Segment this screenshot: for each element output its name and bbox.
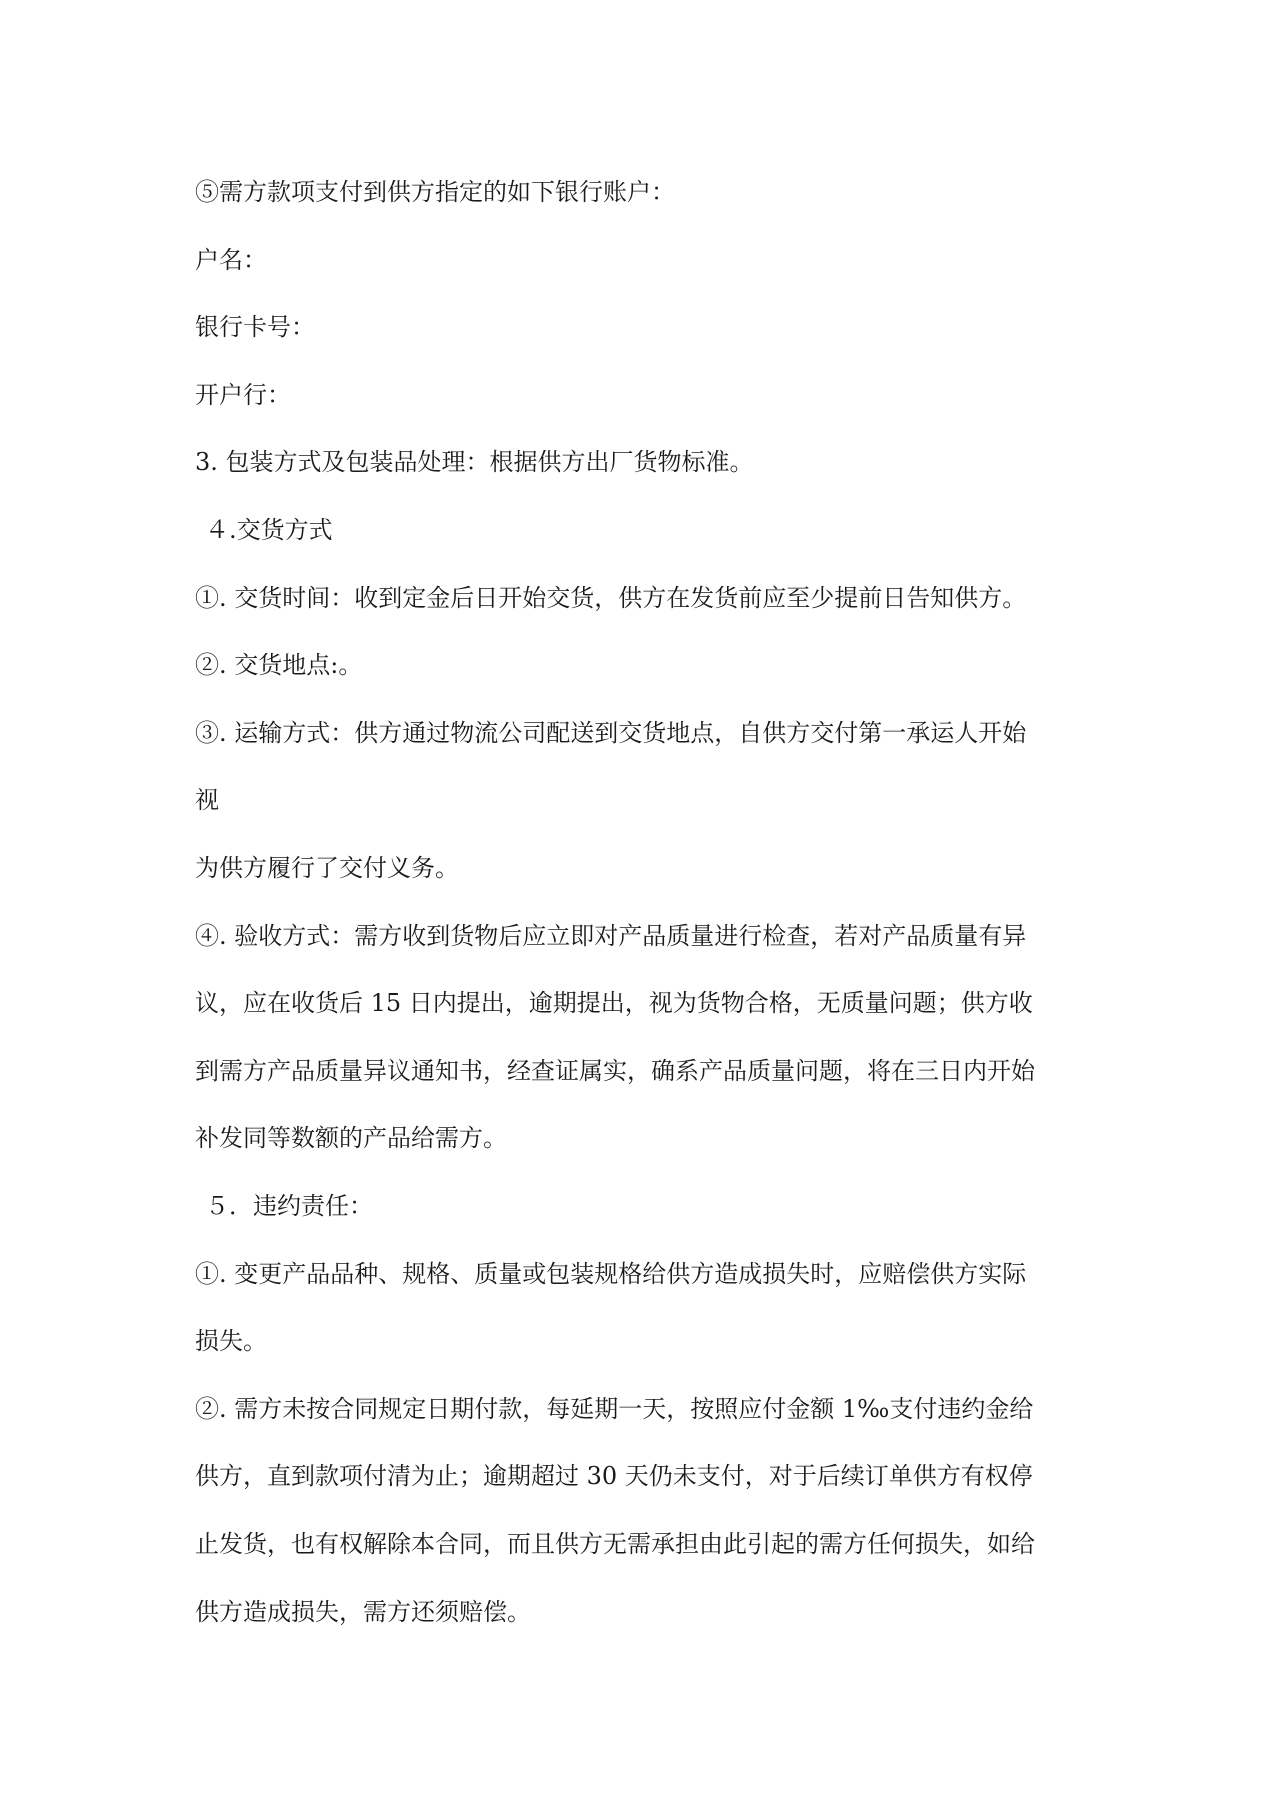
liability-clause-1: ①. 变更产品品种、规格、质量或包装规格给供方造成损失时，应赔偿供方实际	[195, 1260, 1027, 1288]
account-name-field: 户名：	[195, 246, 267, 274]
packaging-clause: 3. 包装方式及包装品处理：根据供方出厂货物标准。	[195, 448, 754, 476]
liability-clause-2-cont: 止发货，也有权解除本合同，而且供方无需承担由此引起的需方任何损失，如给	[195, 1530, 1035, 1558]
section-heading-delivery: ４.交货方式	[205, 516, 333, 544]
section-heading-liability: ５．违约责任：	[205, 1192, 373, 1220]
liability-clause-1-cont: 损失。	[195, 1327, 267, 1355]
delivery-time-clause: ①. 交货时间：收到定金后日开始交货，供方在发货前应至少提前日告知供方。	[195, 584, 1027, 612]
transport-clause-cont: 视	[195, 786, 219, 814]
acceptance-clause-cont: 议，应在收货后 15 日内提出，逾期提出，视为货物合格，无质量问题；供方收	[195, 989, 1033, 1017]
acceptance-clause-cont: 到需方产品质量异议通知书，经查证属实，确系产品质量问题，将在三日内开始	[195, 1057, 1035, 1085]
bank-branch-field: 开户行：	[195, 381, 291, 409]
transport-clause: ③. 运输方式：供方通过物流公司配送到交货地点，自供方交付第一承运人开始	[195, 719, 1027, 747]
bank-account-clause: ⑤需方款项支付到供方指定的如下银行账户：	[195, 178, 675, 206]
liability-clause-2-cont: 供方，直到款项付清为止；逾期超过 30 天仍未支付，对于后续订单供方有权停	[195, 1462, 1033, 1490]
liability-clause-2-cont: 供方造成损失，需方还须赔偿。	[195, 1598, 531, 1626]
delivery-location-clause: ②. 交货地点:。	[195, 651, 363, 679]
transport-clause-cont: 为供方履行了交付义务。	[195, 854, 459, 882]
acceptance-clause-cont: 补发同等数额的产品给需方。	[195, 1124, 507, 1152]
liability-clause-2: ②. 需方未按合同规定日期付款，每延期一天，按照应付金额 1‰支付违约金给	[195, 1395, 1034, 1423]
acceptance-clause: ④. 验收方式：需方收到货物后应立即对产品质量进行检查，若对产品质量有异	[195, 922, 1027, 950]
card-number-field: 银行卡号：	[195, 313, 315, 341]
